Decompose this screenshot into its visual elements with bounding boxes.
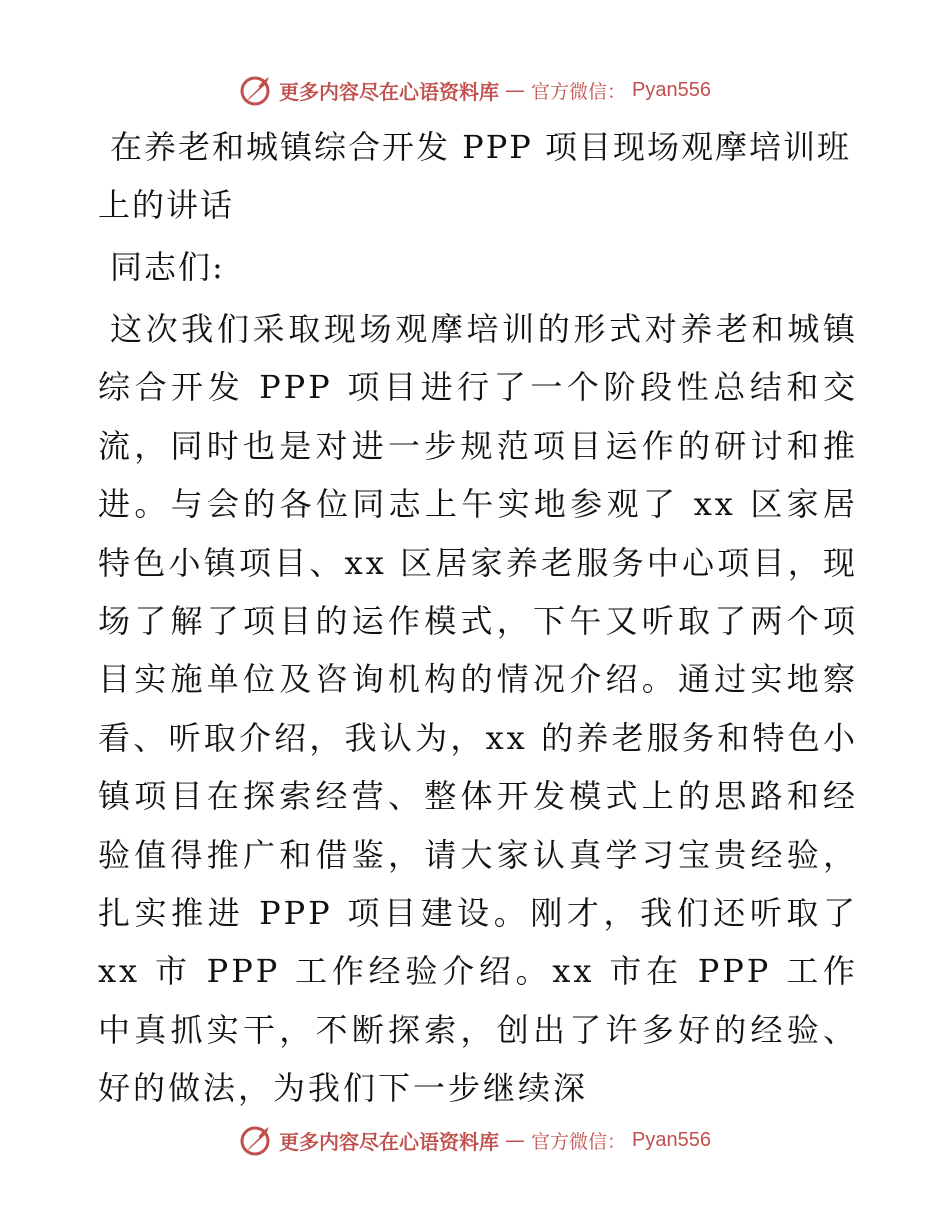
quill-pen-logo-icon [239,73,273,107]
paragraph-1: 这次我们采取现场观摩培训的形式对养老和城镇综合开发 PPP 项目进行了一个阶段性总结和交流，同时也是对进一步规范项目运作的研讨和推进。与会的各位同志上午实地参观了 xx 区家居特色小镇项目、xx 区居家养老服务中心项目，现场了解了项目的运作模式，下午又听取了两个项目实施单位及咨询机构的情况介绍。通过实地察看、听取介绍，我认为，xx 的养老服务和特色小镇项目在探索经营、整体开发模式上的思路和经验值得推广和借鉴，请大家认真学习宝贵经验，扎实推进 PPP 项目建设。刚才，我们还听取了 xx 市 PPP 工作经验介绍。xx 市在 PPP 工作中真抓实干，不断探索，创出了许多好的经验、好的做法，为我们下一步继续深 [98,310,858,1108]
footer-watermark-banner [0,1118,950,1162]
header-watermark-banner [0,68,950,112]
greeting: 同志们: [110,248,225,286]
banner-wechat-label: 官方微信： [531,80,627,103]
banner-wechat-id: Pyan556 [632,1128,711,1151]
document-title: 在养老和城镇综合开发 PPP 项目现场观摩培训班上的讲话 [98,128,851,224]
banner-dash: — [505,78,525,102]
banner-slogan: 更多内容尽在心语资料库 [279,79,499,104]
document-body [98,118,858,1118]
banner-wechat-label: 官方微信： [531,1130,627,1153]
banner-dash: — [505,1128,525,1152]
banner-slogan: 更多内容尽在心语资料库 [279,1129,499,1154]
quill-pen-logo-icon [239,1123,273,1157]
banner-wechat-id: Pyan556 [632,78,711,101]
